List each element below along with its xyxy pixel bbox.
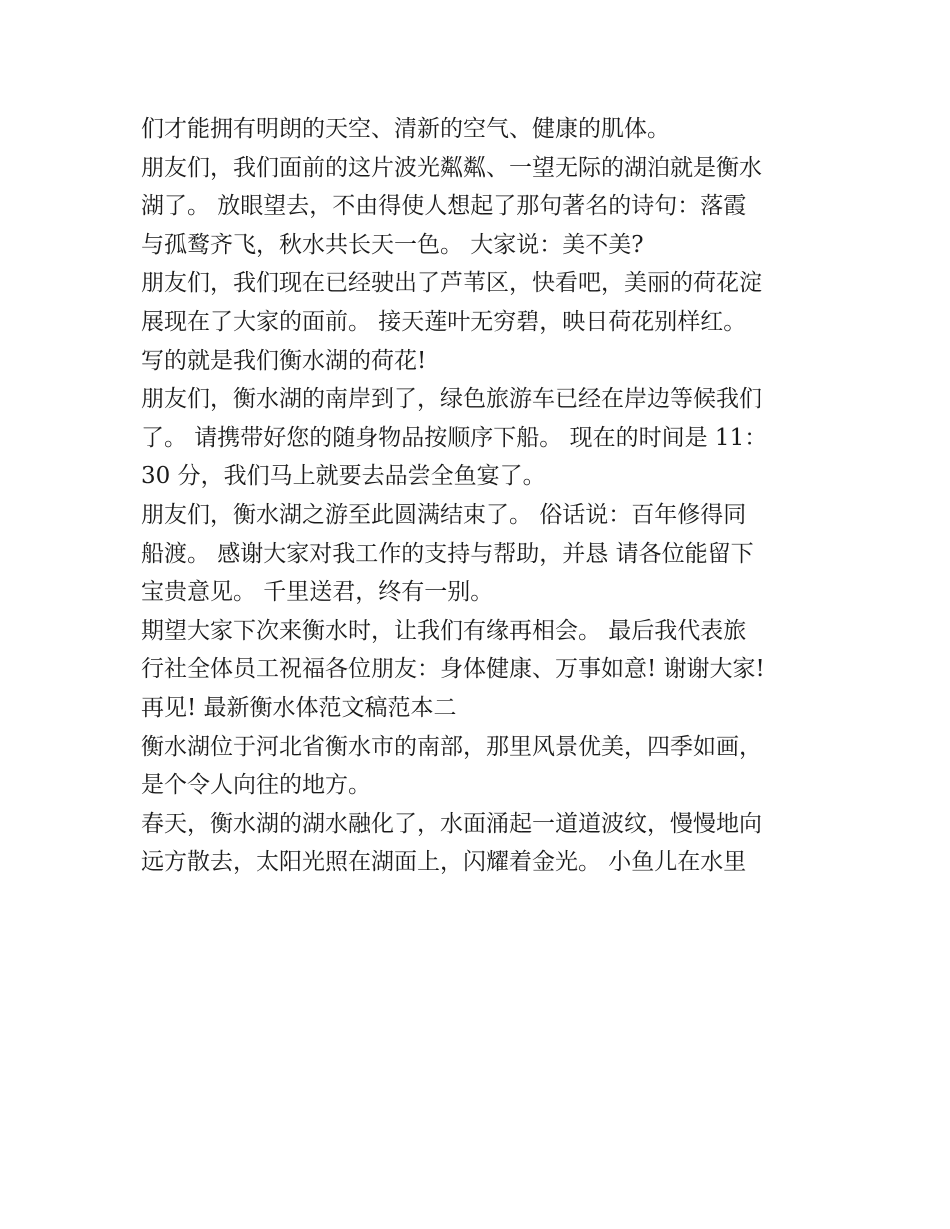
document-body [141, 110, 831, 882]
text-line: 30 分，我们马上就要去品尝全鱼宴了。 [141, 463, 546, 490]
text-line: 行社全体员工祝福各位朋友：身体健康、万事如意! 谢谢大家! [141, 656, 765, 683]
text-line: 朋友们，我们现在已经驶出了芦苇区，快看吧，美丽的荷花淀 [141, 270, 762, 297]
text-line: 写的就是我们衡水湖的荷花! [141, 347, 427, 374]
text-line: 朋友们，衡水湖的南岸到了，绿色旅游车已经在岸边等候我们 [141, 386, 762, 413]
text-line: 湖了。 放眼望去，不由得使人想起了那句著名的诗句：落霞 [141, 193, 747, 220]
text-line: 朋友们，我们面前的这片波光粼粼、一望无际的湖泊就是衡水 [141, 154, 762, 181]
text-line: 衡水湖位于河北省衡水市的南部，那里风景优美，四季如画， [141, 733, 762, 760]
text-line: 远方散去，太阳光照在湖面上，闪耀着金光。 小鱼儿在水里 [141, 849, 747, 876]
text-line: 宝贵意见。 千里送君，终有一别。 [141, 579, 494, 606]
text-line: 了。 请携带好您的随身物品按顺序下船。 现在的时间是 11： [141, 424, 768, 451]
text-line: 船渡。 感谢大家对我工作的支持与帮助，并恳 请各位能留下 [141, 540, 754, 567]
text-line: 朋友们，衡水湖之游至此圆满结束了。 俗话说：百年修得同 [141, 501, 747, 528]
text-line: 期望大家下次来衡水时，让我们有缘再相会。 最后我代表旅 [141, 617, 747, 644]
text-line: 是个令人向往的地方。 [141, 772, 371, 799]
text-line: 们才能拥有明朗的天空、清新的空气、健康的肌体。 [141, 116, 670, 142]
text-line: 与孤鹜齐飞，秋水共长天一色。 大家说：美不美? [141, 231, 644, 258]
text-line: 春天，衡水湖的湖水融化了，水面涌起一道道波纹，慢慢地向 [141, 810, 762, 837]
text-line: 再见! 最新衡水体范文稿范本二 [141, 694, 457, 721]
text-line: 展现在了大家的面前。 接天莲叶无穷碧，映日荷花别样红。 [141, 308, 747, 335]
